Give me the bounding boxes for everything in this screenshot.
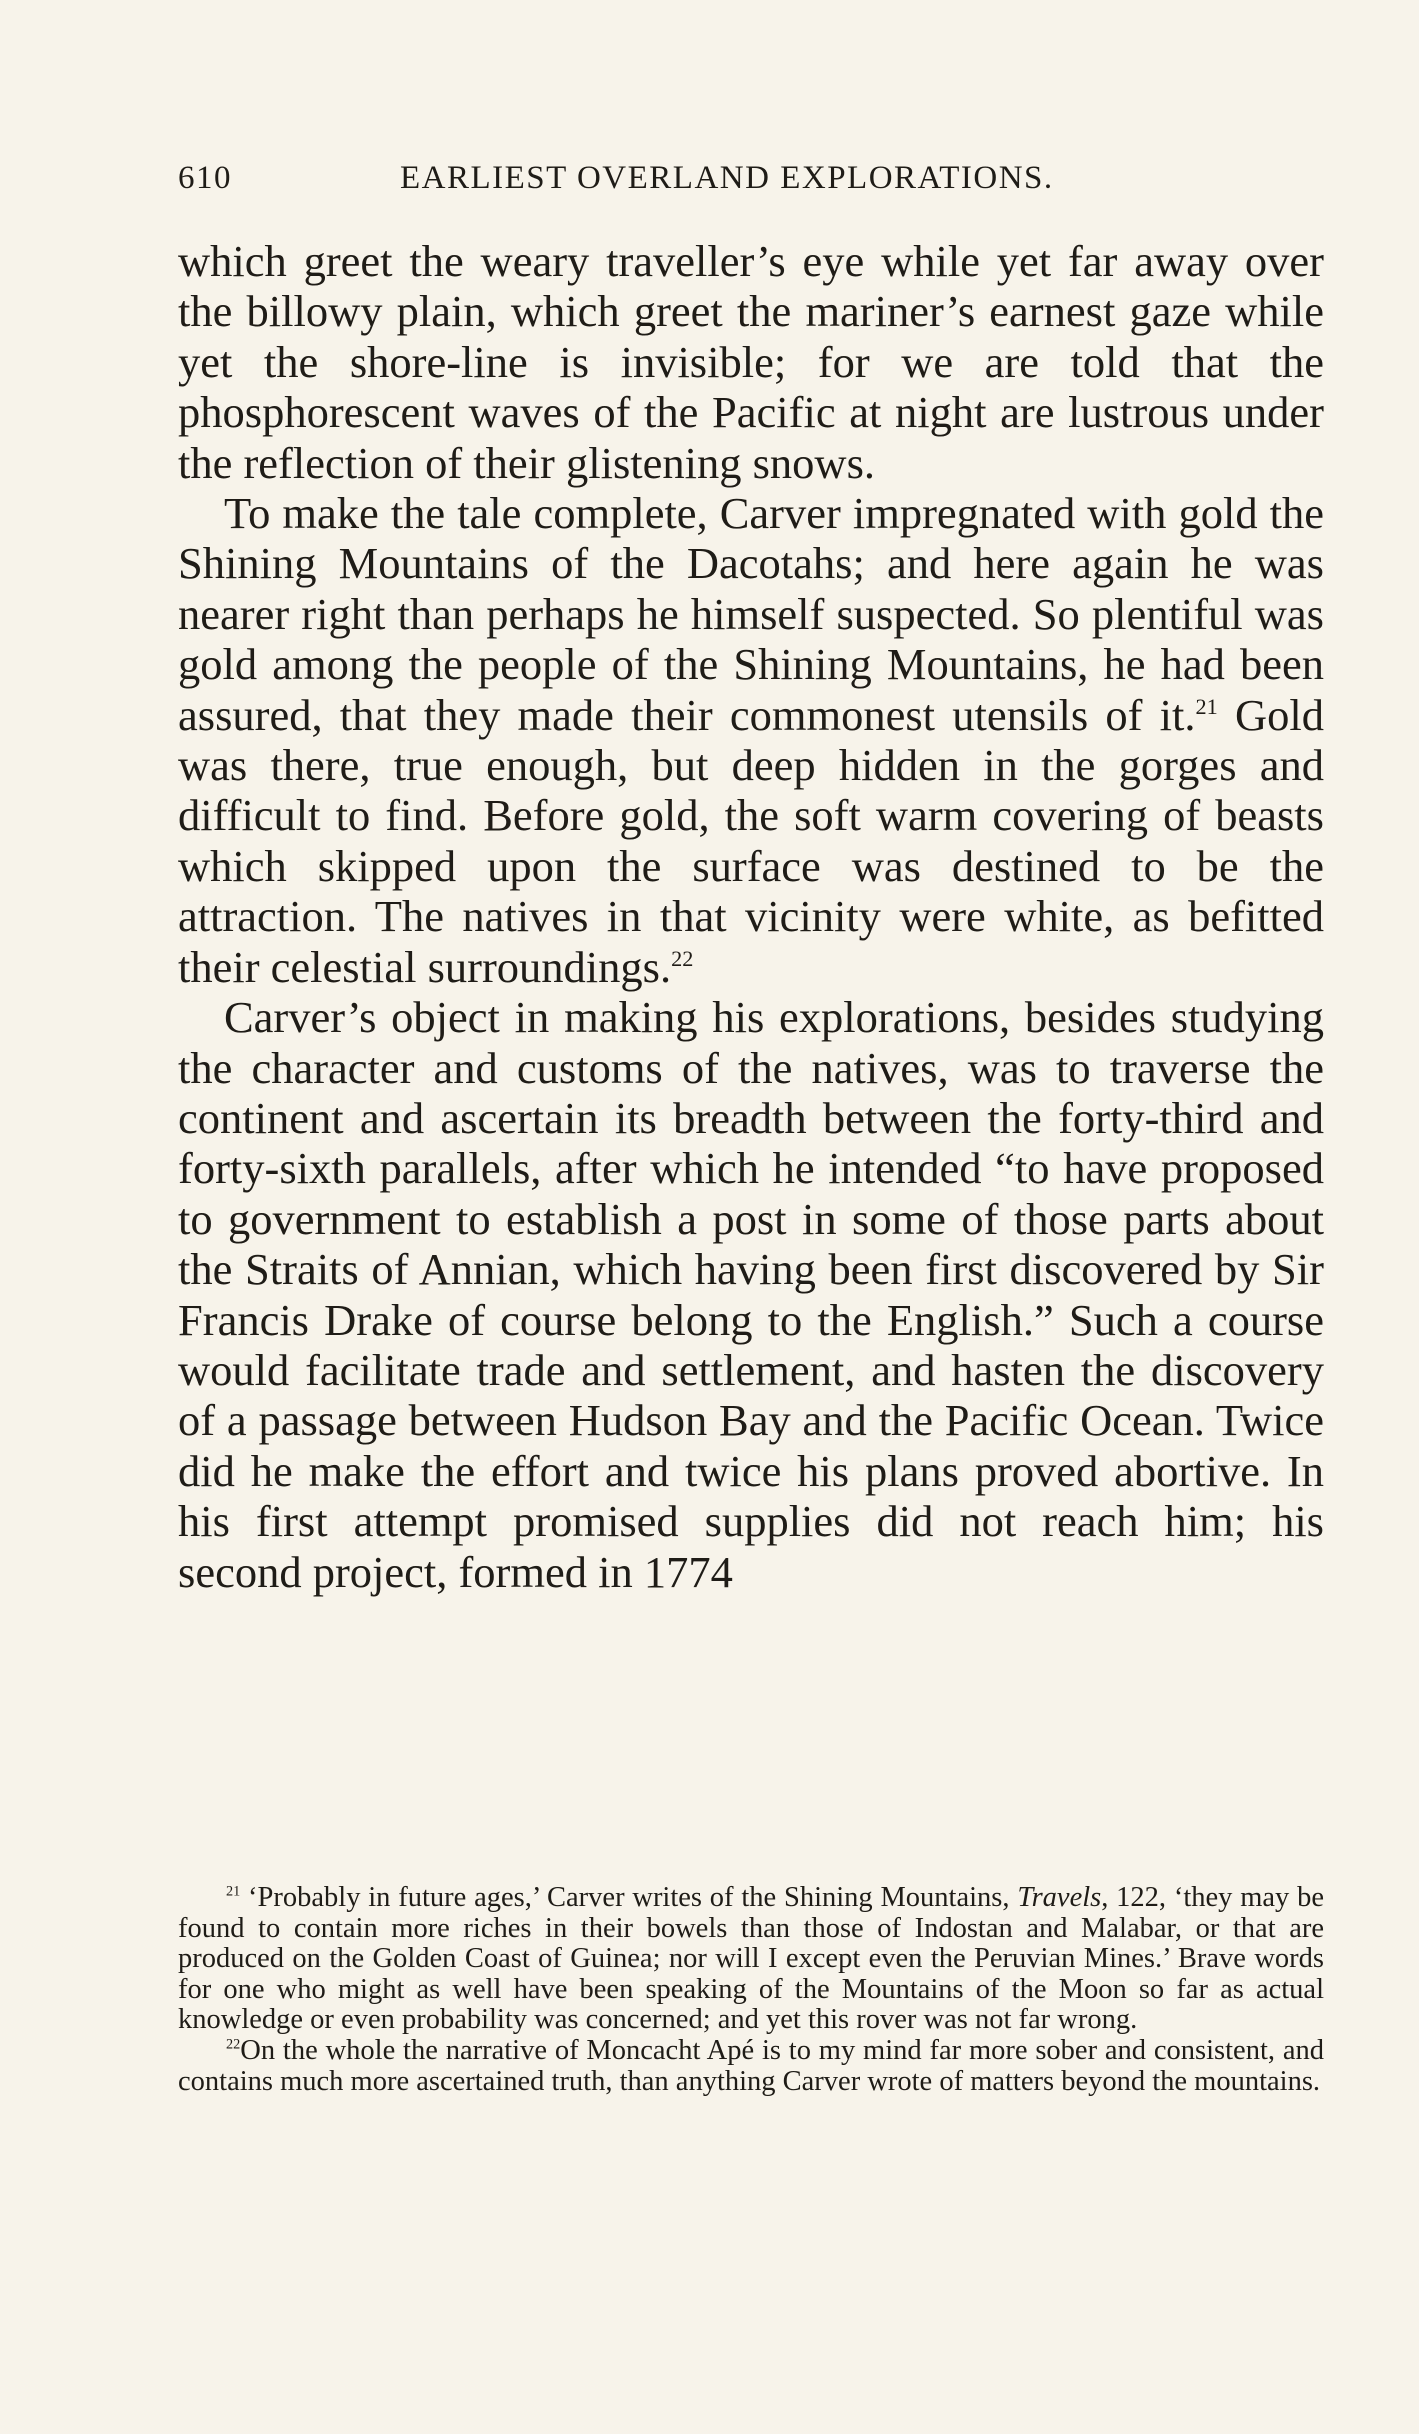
- footnote-ref-21[interactable]: 21: [1195, 693, 1218, 719]
- footnote-number-21: 21: [226, 1883, 241, 1900]
- running-title: EARLIEST OVERLAND EXPLORATIONS.: [400, 160, 1054, 196]
- main-text: [178, 236, 1324, 1597]
- paragraph-3: Carver’s object in making his explorations, besides studying the character and customs of the natives, was to traverse the continent and ascertain its breadth between the forty-third and forty-sixth parallels, after which he intended “to have proposed to government to establish a post in some of those parts about the Straits of Annian, which having been first discovered by Sir Francis Drake of course belong to the English.” Such a course would facilitate trade and settlement, and hasten the discovery of a passage between Hudson Bay and the Pacific Ocean. Twice did he make the effort and twice his plans proved abortive. In his first attempt promised supplies did not reach him; his second project, formed in 1774: [178, 992, 1324, 1597]
- footnote-21-title: Travels: [1017, 1882, 1102, 1913]
- footnote-22: [178, 2036, 1324, 2097]
- footnote-21-part-a: ‘Probably in future ages,’ Carver writes of the Shining Mountains,: [240, 1882, 1018, 1913]
- footnote-22-text: On the whole the narrative of Moncacht Apé is to my mind far more sober and consistent, and contains much more ascertained truth, than anything Carver wrote of matters beyond the mountains.: [178, 2034, 1324, 2097]
- footnotes: [178, 1883, 1324, 2097]
- footnote-number-22: 22: [226, 2036, 241, 2053]
- paragraph-2-part-b: Gold was there, true enough, but deep hidden in the gorges and difficult to find. Before gold, the soft warm covering of beasts which skipped upon the surface was destined to be the attraction. The natives in that vicinity were white, as befitted their celestial surroundings.: [178, 689, 1325, 992]
- footnote-21: [178, 1883, 1324, 2036]
- running-header: [178, 160, 1324, 204]
- paragraph-2: [178, 488, 1324, 992]
- footnote-21-part-b: , 122, ‘they may be found to contain more riches in their bowels than those of Indostan and Malabar, or that are produced on the Golden Coast of Guinea; nor will I except even the Peruvian Mines.’ Brave words for one who might as well have been speaking of the Mountains of the Moon so far as actual knowledge or even probability was concerned; and yet this rover was not far wrong.: [178, 1882, 1324, 2036]
- footnote-ref-22[interactable]: 22: [671, 945, 694, 971]
- page-number: 610: [178, 160, 232, 196]
- paragraph-2-part-a: To make the tale complete, Carver impregnated with gold the Shining Mountains of the Dacotahs; and here again he was nearer right than perhaps he himself suspected. So plentiful was gold among the people of the Shining Mountains, he had been assured, that they made their commonest utensils of it.: [178, 488, 1324, 740]
- paragraph-1: which greet the weary traveller’s eye while yet far away over the billowy plain, which greet the mariner’s earnest gaze while yet the shore-line is invisible; for we are told that the phosphorescent waves of the Pacific at night are lustrous under the reflection of their glistening snows.: [178, 236, 1324, 488]
